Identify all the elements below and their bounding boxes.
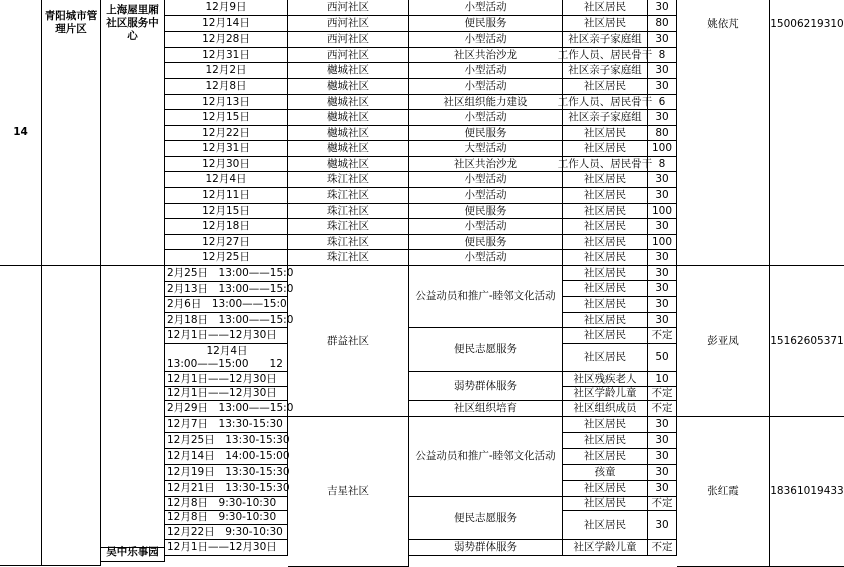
contact-person-3: 张红霞 [677,417,770,567]
count-cell: 30 [648,79,677,95]
activity-cell: 社区共治沙龙 [409,157,563,172]
activity-cell: 便民服务 [409,204,563,219]
contact-phone-3: 18361019433 [770,417,844,567]
activity-cell: 公益动员和推广-睦邻文化活动 [409,266,563,328]
target-cell: 社区居民 [563,281,648,297]
time-cell: 12月1日——12月30日 [165,540,288,556]
activity-cell: 小型活动 [409,79,563,95]
target-cell: 工作人员、居民骨干 [563,95,648,110]
time-cell: 13:00——15:00 12 [165,358,288,372]
count-value: 30 [648,465,677,481]
target-cell: 社区居民 [563,417,648,433]
community-cell: 西河社区 [288,48,409,63]
count-cell: 80 [648,126,677,141]
community-cell: 西河社区 [288,32,409,48]
activity-cell: 小型活动 [409,32,563,48]
community-cell: 珠江社区 [288,188,409,204]
contact-phone: 15006219310 [770,0,844,266]
count-value: 30 [648,511,677,540]
count-cell: 80 [648,16,677,32]
time-cell: 12月25日 13:30-15:30 [165,433,288,449]
count-value: 30 [648,281,677,297]
time-cell: 12月7日 13:30-15:30 [165,417,288,433]
time-cell: 12月1日——12月30日 [165,387,288,401]
time-cell: 2月25日 13:00——15:0 [165,266,288,282]
target-cell: 社区亲子家庭组 [563,32,648,48]
count-value: 30 [648,433,677,449]
empty-index-cell [0,266,42,566]
count-cell: 30 [648,219,677,235]
time-cell: 12月4日 [165,344,288,358]
activity-cell: 公益动员和推广-睦邻文化活动 [409,417,563,497]
count-cell: 6 [648,95,677,110]
contact-phone-2: 15162605371 [770,266,844,417]
date-cell: 12月18日 [165,219,288,235]
target-cell: 社区组织成员 [563,401,648,417]
target-cell: 社区居民 [563,16,648,32]
target-cell: 社区居民 [563,79,648,95]
date-cell: 12月11日 [165,188,288,204]
row-index: 14 [0,0,42,266]
count-value: 不定 [648,497,677,511]
count-value: 30 [648,266,677,281]
count-cell: 30 [648,32,677,48]
target-cell: 社区学龄儿童 [563,387,648,401]
community-cell: 樾城社区 [288,79,409,95]
target-cell: 社区残疾老人 [563,372,648,387]
count-cell: 30 [648,63,677,79]
target-cell: 社区居民 [563,141,648,157]
date-cell: 12月22日 [165,126,288,141]
target-cell: 社区亲子家庭组 [563,110,648,126]
target-cell: 社区居民 [563,297,648,313]
target-cell: 社区居民 [563,313,648,328]
community-cell: 樾城社区 [288,126,409,141]
area-name: 青阳城市管理片区 [42,0,101,266]
date-cell: 12月31日 [165,48,288,63]
time-cell: 12月21日 13:30-15:30 [165,481,288,497]
target-cell: 社区居民 [563,328,648,344]
community-cell: 樾城社区 [288,141,409,157]
contact-person: 姚依芃 [677,0,770,266]
date-cell: 12月4日 [165,172,288,188]
activity-cell: 社区共治沙龙 [409,48,563,63]
time-cell: 12月1日——12月30日 [165,328,288,344]
count-cell: 30 [648,110,677,126]
community-jixing: 吉星社区 [288,417,409,567]
service-center: 上海屋里厢社区服务中心 [101,0,165,266]
count-value: 50 [648,344,677,372]
activity-cell: 小型活动 [409,0,563,16]
count-value: 30 [648,481,677,497]
target-cell: 社区居民 [563,204,648,219]
count-value: 30 [648,297,677,313]
activity-cell: 便民服务 [409,235,563,250]
count-cell: 100 [648,204,677,219]
community-cell: 西河社区 [288,0,409,16]
count-cell: 30 [648,188,677,204]
activity-cell: 大型活动 [409,141,563,157]
activity-cell: 便民志愿服务 [409,328,563,372]
activity-cell: 便民志愿服务 [409,497,563,540]
empty-area-cell [42,266,101,566]
target-cell: 孩童 [563,465,648,481]
community-cell: 珠江社区 [288,250,409,266]
time-cell: 12月19日 13:30-15:30 [165,465,288,481]
date-cell: 12月27日 [165,235,288,250]
community-cell: 珠江社区 [288,172,409,188]
community-cell: 珠江社区 [288,235,409,250]
count-value: 不定 [648,387,677,401]
contact-person-2: 彭亚凤 [677,266,770,417]
target-cell: 社区居民 [563,219,648,235]
activity-cell: 弱势群体服务 [409,372,563,401]
target-cell: 工作人员、居民骨干 [563,157,648,172]
target-cell: 社区居民 [563,481,648,497]
date-cell: 12月2日 [165,63,288,79]
target-cell: 社区居民 [563,449,648,465]
count-cell: 100 [648,141,677,157]
community-cell: 樾城社区 [288,110,409,126]
activity-cell: 小型活动 [409,63,563,79]
community-cell: 西河社区 [288,16,409,32]
target-cell: 社区居民 [563,433,648,449]
time-cell: 12月8日 9:30-10:30 [165,497,288,511]
target-cell: 社区居民 [563,250,648,266]
community-cell: 樾城社区 [288,95,409,110]
activity-cell: 小型活动 [409,110,563,126]
activity-cell: 便民服务 [409,16,563,32]
time-cell: 12月14日 14:00-15:00 [165,449,288,465]
time-cell: 2月29日 13:00——15:0 [165,401,288,417]
target-cell: 社区学龄儿童 [563,540,648,556]
target-cell: 社区居民 [563,497,648,511]
time-cell: 2月13日 13:00——15:0 [165,282,288,297]
activity-cell: 社区组织能力建设 [409,95,563,110]
date-cell: 12月15日 [165,204,288,219]
count-cell: 30 [648,172,677,188]
count-value: 30 [648,417,677,433]
count-value: 10 [648,372,677,387]
community-cell: 珠江社区 [288,204,409,219]
time-cell: 2月18日 13:00——15:0 [165,313,288,328]
activity-cell: 小型活动 [409,188,563,204]
target-cell: 社区亲子家庭组 [563,63,648,79]
community-qunyi: 群益社区 [288,266,409,417]
target-cell: 工作人员、居民骨干 [563,48,648,63]
date-cell: 12月25日 [165,250,288,266]
count-value: 30 [648,449,677,465]
target-cell: 社区居民 [563,172,648,188]
activity-cell: 弱势群体服务 [409,540,563,556]
date-cell: 12月30日 [165,157,288,172]
activity-cell: 社区组织培育 [409,401,563,417]
target-cell: 社区居民 [563,126,648,141]
count-value: 不定 [648,401,677,417]
time-cell: 2月6日 13:00——15:0 [165,297,288,313]
activity-cell: 小型活动 [409,250,563,266]
count-cell: 30 [648,0,677,16]
target-cell: 社区居民 [563,266,648,281]
count-cell: 8 [648,48,677,63]
target-cell: 社区居民 [563,235,648,250]
target-cell: 社区居民 [563,344,648,372]
target-cell: 社区居民 [563,0,648,16]
time-cell: 12月8日 9:30-10:30 [165,511,288,525]
activity-cell: 便民服务 [409,126,563,141]
count-value: 不定 [648,328,677,344]
date-cell: 12月9日 [165,0,288,16]
count-cell: 8 [648,157,677,172]
activity-cell: 小型活动 [409,172,563,188]
date-cell: 12月14日 [165,16,288,32]
target-cell: 社区居民 [563,188,648,204]
date-cell: 12月28日 [165,32,288,48]
time-cell: 12月22日 9:30-10:30 [165,525,288,540]
date-cell: 12月31日 [165,141,288,157]
time-cell: 12月1日——12月30日 [165,372,288,387]
partial-center-label: 吴中乐事园 [101,546,165,562]
target-cell: 社区居民 [563,511,648,540]
community-cell: 珠江社区 [288,219,409,235]
empty-center-cell [101,266,165,548]
count-cell: 100 [648,235,677,250]
activity-cell: 小型活动 [409,219,563,235]
date-cell: 12月13日 [165,95,288,110]
community-cell: 樾城社区 [288,63,409,79]
community-cell: 樾城社区 [288,157,409,172]
count-value: 不定 [648,540,677,556]
count-value: 30 [648,313,677,328]
date-cell: 12月15日 [165,110,288,126]
date-cell: 12月8日 [165,79,288,95]
count-cell: 30 [648,250,677,266]
